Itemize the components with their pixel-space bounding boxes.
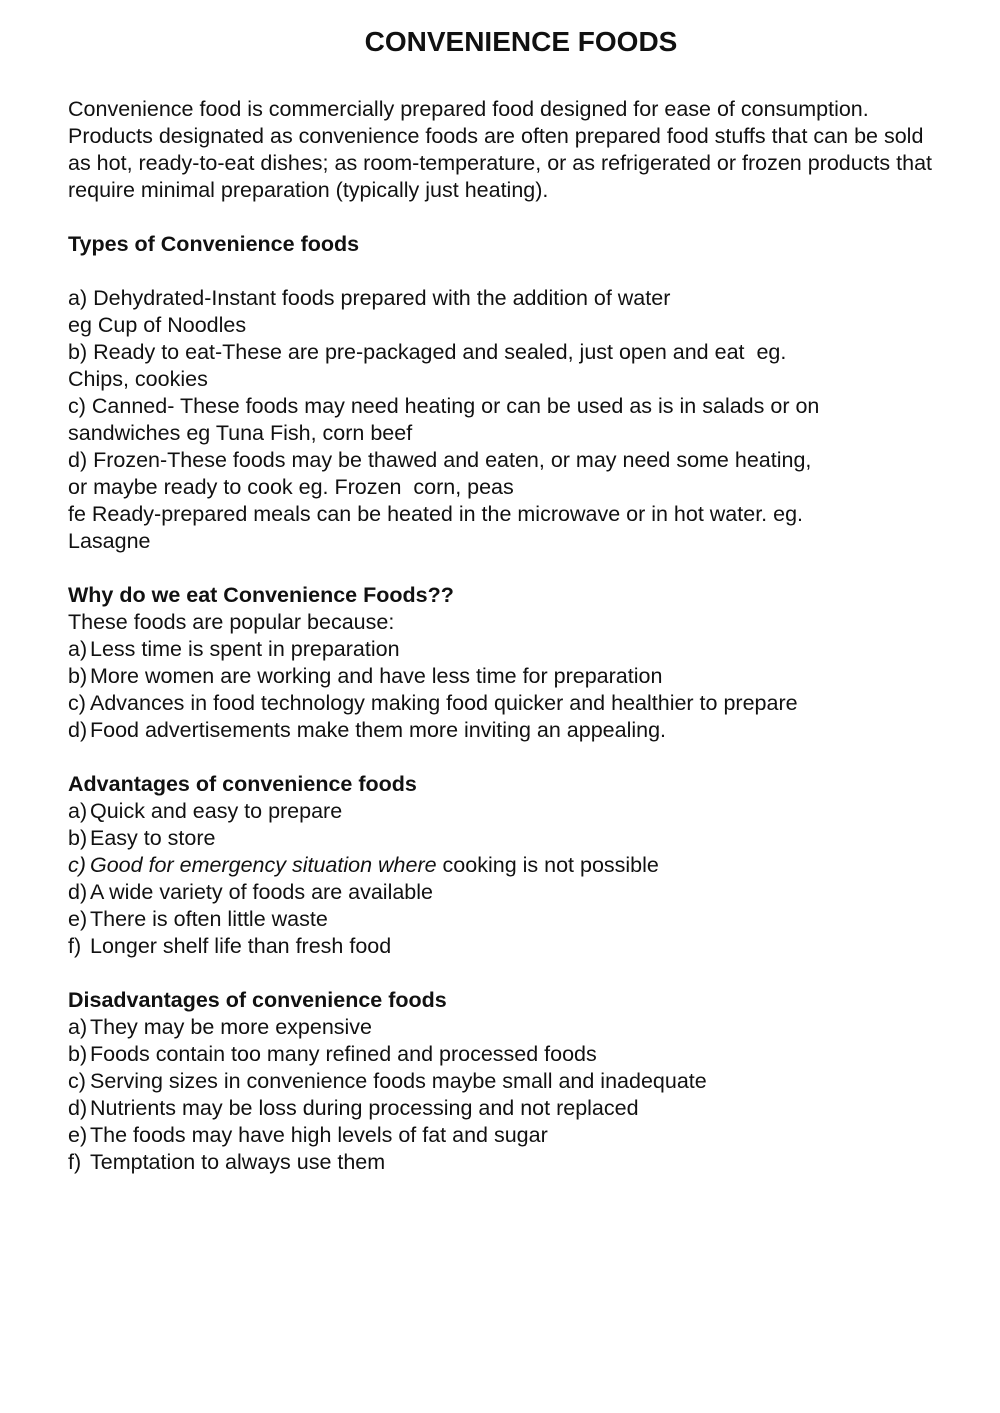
list-item [68, 1149, 948, 1176]
list-item-text: Less time is spent in preparation [90, 637, 400, 661]
list-item [68, 690, 948, 717]
list-item: c) Canned- These foods may need heating or can be used as is in salads or on [68, 394, 820, 418]
list-item: sandwiches eg Tuna Fish, corn beef [68, 421, 413, 445]
list-item: b) Ready to eat-These are pre-packaged and sealed, just open and eat eg. [68, 340, 787, 364]
list-item-text: They may be more expensive [90, 1015, 373, 1039]
list-item [68, 1041, 948, 1068]
disadvantages-heading: Disadvantages of convenience foods [68, 988, 447, 1012]
intro-paragraph: Convenience food is commercially prepared food designed for ease of consumption. Products designated as convenience foods are often prepared food stuffs that can be sold as hot, ready-to-eat dishes; as room-temperature, or as refrigerated or frozen products that require minimal preparation (typically just heating). [68, 97, 932, 202]
list-item [68, 663, 948, 690]
list-item-label: a) [68, 637, 88, 661]
list-item-text: Quick and easy to prepare [90, 799, 343, 823]
why-list [68, 609, 948, 744]
why-subtitle: These foods are popular because: [68, 610, 395, 634]
list-item [68, 1014, 948, 1041]
list-item [68, 1095, 948, 1122]
list-item-label: b) [68, 826, 88, 850]
list-item-label: e) [68, 907, 88, 931]
list-item-text: Serving sizes in convenience foods maybe small and inadequate [90, 1069, 707, 1093]
list-item [68, 1068, 948, 1095]
list-item: a) Dehydrated-Instant foods prepared with the addition of water [68, 286, 671, 310]
list-item-text: Easy to store [90, 826, 216, 850]
list-item [68, 1122, 948, 1149]
types-heading: Types of Convenience foods [68, 232, 360, 256]
list-item: or maybe ready to cook eg. Frozen corn, peas [68, 475, 514, 499]
page-title: CONVENIENCE FOODS [364, 26, 678, 57]
list-item-text: There is often little waste [90, 907, 328, 931]
types-list [68, 285, 948, 555]
list-item-label: e) [68, 1123, 88, 1147]
list-item [68, 933, 948, 960]
list-item-label: c) [68, 691, 86, 715]
list-item [68, 717, 948, 744]
list-item: eg Cup of Noodles [68, 313, 247, 337]
document-page [68, 22, 948, 1176]
list-item-text: Food advertisements make them more inviting an appealing. [90, 718, 667, 742]
list-item [68, 906, 948, 933]
list-item [68, 798, 948, 825]
list-item-text: A wide variety of foods are available [90, 880, 434, 904]
list-item: Lasagne [68, 529, 151, 553]
list-item-label: c) [68, 1069, 86, 1093]
list-item-label: b) [68, 1042, 88, 1066]
disadvantages-list [68, 1014, 948, 1176]
list-item-label: a) [68, 799, 88, 823]
list-item-label: d) [68, 880, 88, 904]
list-item: fe Ready-prepared meals can be heated in the microwave or in hot water. eg. [68, 502, 803, 526]
list-item-label: a) [68, 1015, 88, 1039]
list-item-label: d) [68, 718, 88, 742]
list-item [68, 825, 948, 852]
list-item-text: Advances in food technology making food quicker and healthier to prepare [90, 691, 798, 715]
list-item [68, 852, 948, 879]
list-item-italic-text: Good for emergency situation where [90, 853, 437, 877]
list-item: d) Frozen-These foods may be thawed and eaten, or may need some heating, [68, 448, 812, 472]
list-item-label: c) [68, 853, 86, 877]
list-item [68, 636, 948, 663]
list-item-text: Foods contain too many refined and processed foods [90, 1042, 597, 1066]
list-item-text: Nutrients may be loss during processing and not replaced [90, 1096, 639, 1120]
advantages-heading: Advantages of convenience foods [68, 772, 417, 796]
list-item-text: Longer shelf life than fresh food [90, 934, 392, 958]
list-item [68, 879, 948, 906]
why-heading: Why do we eat Convenience Foods?? [68, 583, 454, 607]
list-item-label: d) [68, 1096, 88, 1120]
list-item-label: f) [68, 1150, 82, 1174]
advantages-list [68, 798, 948, 960]
list-item-text: cooking is not possible [436, 853, 659, 877]
list-item-text: More women are working and have less time for preparation [90, 664, 663, 688]
list-item-text: Temptation to always use them [90, 1150, 386, 1174]
list-item-label: b) [68, 664, 88, 688]
list-item-text: The foods may have high levels of fat and sugar [90, 1123, 548, 1147]
list-item: Chips, cookies [68, 367, 208, 391]
list-item-label: f) [68, 934, 82, 958]
